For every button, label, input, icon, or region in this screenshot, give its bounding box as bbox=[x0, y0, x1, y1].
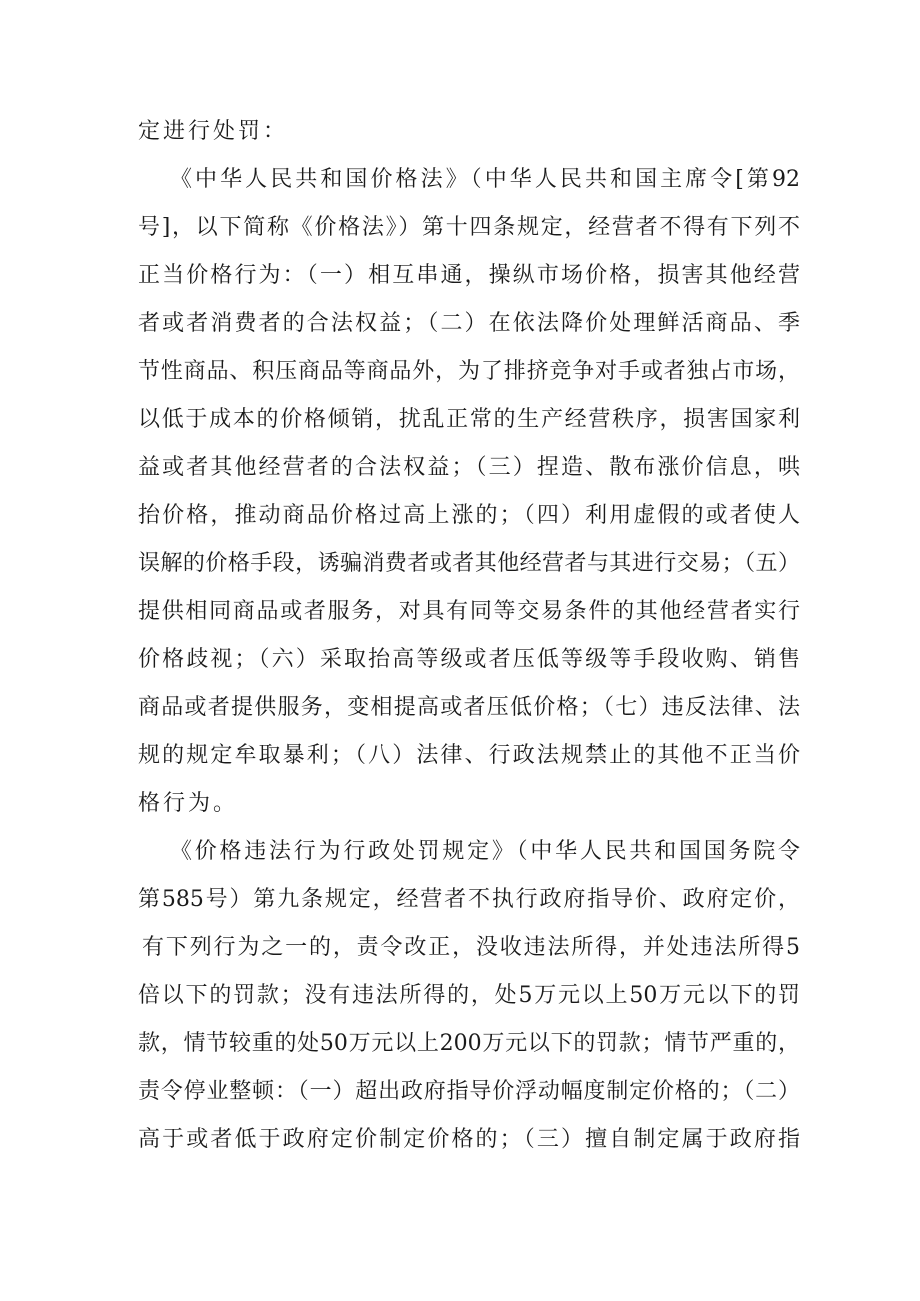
text-line: 节性商品、积压商品等商品外，为了排挤竞争对手或者独占市场， bbox=[138, 359, 800, 384]
text-line: 第585号）第九条规定，经营者不执行政府指导价、政府定价， bbox=[138, 887, 800, 912]
text-line: 责令停业整顿：（一）超出政府指导价浮动幅度制定价格的；（二） bbox=[138, 1079, 800, 1104]
text-line: 商品或者提供服务，变相提高或者压低价格；（七）违反法律、法 bbox=[138, 695, 800, 720]
text-line: 误解的价格手段，诱骗消费者或者其他经营者与其进行交易；（五） bbox=[138, 551, 800, 576]
text-line: 以低于成本的价格倾销，扰乱正常的生产经营秩序，损害国家利 bbox=[138, 407, 800, 432]
text-line: 《价格违法行为行政处罚规定》（中华人民共和国国务院令 bbox=[170, 839, 800, 864]
text-line: 号]，以下简称《价格法》）第十四条规定，经营者不得有下列不 bbox=[138, 215, 800, 240]
text-line: 《中华人民共和国价格法》（中华人民共和国主席令[第92 bbox=[170, 167, 800, 192]
text-line: 款，情节较重的处50万元以上200万元以下的罚款；情节严重的， bbox=[138, 1031, 800, 1056]
text-line: 益或者其他经营者的合法权益；（三）捏造、散布涨价信息，哄 bbox=[138, 455, 800, 480]
text-line: 有下列行为之一的，责令改正，没收违法所得，并处违法所得5 bbox=[142, 935, 800, 960]
text-line: 提供相同商品或者服务，对具有同等交易条件的其他经营者实行 bbox=[138, 599, 800, 624]
text-line: 定进行处罚： bbox=[138, 119, 289, 144]
text-line: 正当价格行为：（一）相互串通，操纵市场价格，损害其他经营 bbox=[138, 263, 800, 288]
text-line: 者或者消费者的合法权益；（二）在依法降价处理鲜活商品、季 bbox=[138, 311, 800, 336]
text-line: 高于或者低于政府定价制定价格的；（三）擅自制定属于政府指 bbox=[138, 1127, 800, 1152]
text-line: 价格歧视；（六）采取抬高等级或者压低等级等手段收购、销售 bbox=[138, 647, 800, 672]
text-line: 格行为。 bbox=[138, 791, 239, 816]
text-line: 规的规定牟取暴利；（八）法律、行政法规禁止的其他不正当价 bbox=[138, 743, 800, 768]
text-line: 抬价格，推动商品价格过高上涨的；（四）利用虚假的或者使人 bbox=[138, 503, 800, 528]
text-line: 倍以下的罚款；没有违法所得的，处5万元以上50万元以下的罚 bbox=[138, 983, 800, 1008]
